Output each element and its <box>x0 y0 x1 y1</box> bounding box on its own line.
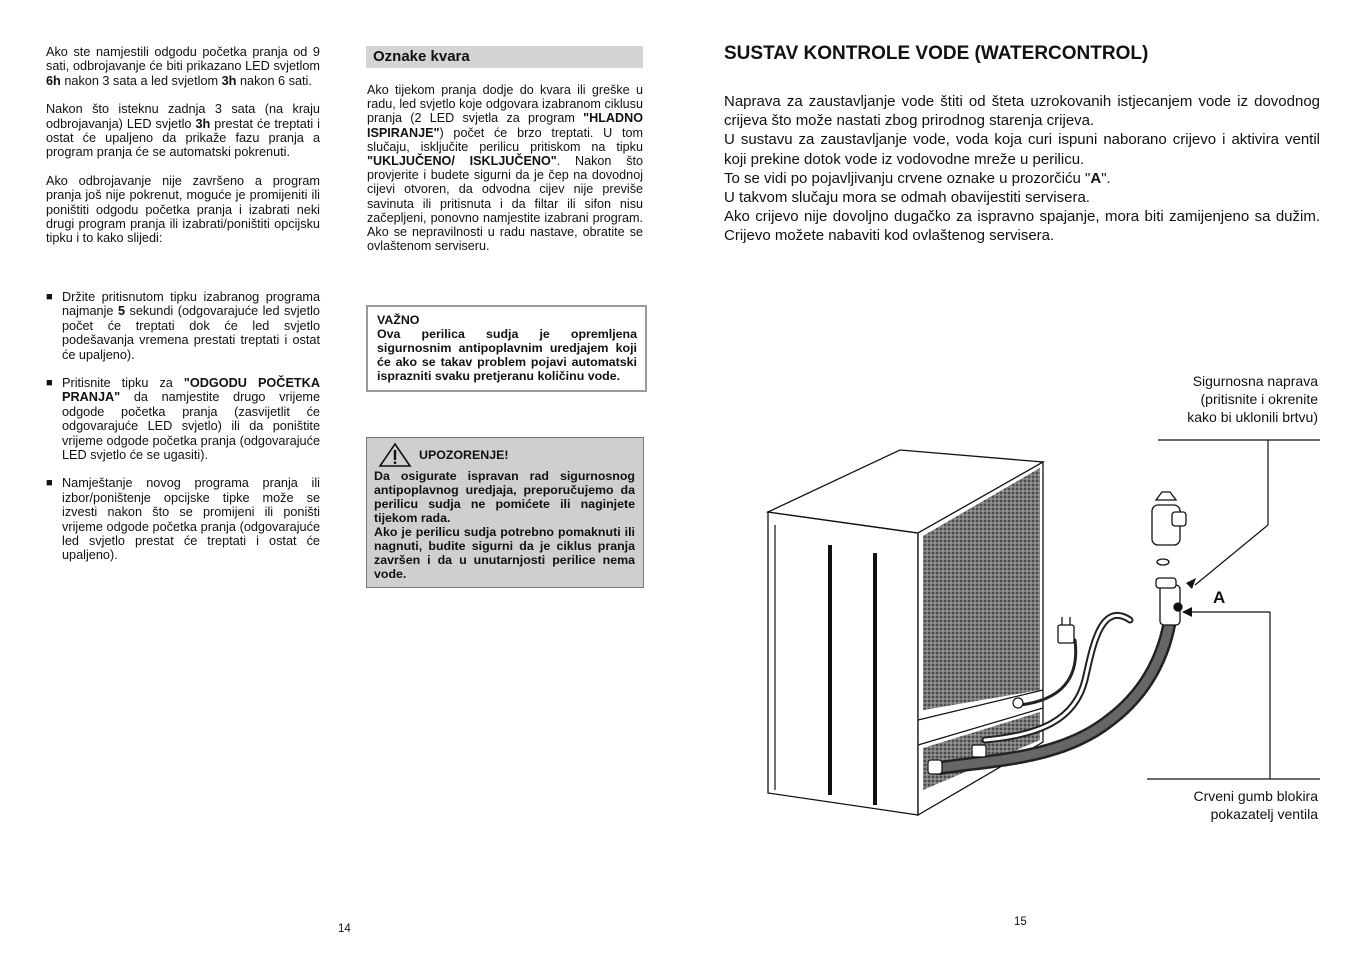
warning-text-2: Ako je perilicu sudja potrebno pomaknuti ili nagnuti, budite sigurni da je ciklus pranja završen i da u unutarnjosti perilice nema vode. <box>374 525 635 581</box>
watercontrol-body: Naprava za zaustavljanje vode štiti od šteta uzrokovanih istjecanjem vode iz dovodnog crijeva što može nastati zbog prirodnog starenja crijeva. U sustavu za zaustavljanje vode, voda koja curi ispuni naborano crijevo i aktivira ventil koji prekine dotok vode iz vodovodne mreže u perilicu. To se vidi po pojavljivanju crvene oznake u prozorčiću "A". U takvom slučaju mora se odmah obavijestiti servisera. Ako crijevo nije dovoljno dugačko za ispravno spajanje, mora biti zamijenjeno sa dužim. Crijevo možete nabaviti kod ovlaštenog servisera. <box>724 93 1320 245</box>
page-title: SUSTAV KONTROLE VODE (WATERCONTROL) <box>724 43 1149 64</box>
left-column <box>46 45 320 577</box>
fault-section-body: Ako tijekom pranja dodje do kvara ili greške u radu, led svjetlo koje odgovara izabranom ciklusu pranja (2 LED svjetla za program "HLADNO ISPIRANJE") počet će brzo treptati. U tom slučaju, isključite perilicu pritiskom na tipku "UKLJUČENO/ ISKLJUČENO". Nakon što provjerite i budete sigurni da je čep na dovodnoj cijevi otvoren, da odvodna cijev nije previše savinuta ili pritisnuta i da filtar ili sifon nisu začepljeni, ponovno namjestite izabrani program. Ako se nepravilnosti u radu nastave, obratite se ovlaštenom serviseru. <box>367 83 643 254</box>
section-heading: Oznake kvara <box>366 46 643 68</box>
right-page <box>724 42 1320 246</box>
warning-notice-box <box>366 437 644 588</box>
warning-text-1: Da osigurate ispravan rad sigurnosnog antipoplavnog uredjaja, preporučujemo da perilicu sudja ne pomićete ili naginjete tijekom rada. <box>374 469 635 525</box>
callout-red-button: Crveni gumb blokira pokazatelj ventila <box>1193 788 1318 822</box>
paragraph-delay-countdown: Ako ste namjestili odgodu početka pranja od 9 sati, odbrojavanje će biti prikazano LED svjetlom 6h nakon 3 sata a led svjetlom 3h nakon 6 sati. <box>46 45 320 88</box>
paragraph-last-hours: Nakon što isteknu zadnja 3 sata (na kraju odbrojavanja) LED svjetlo 3h prestat će treptati i ostat će upaljeno da prikaže fazu pranja a program pranja će se automatski pokrenuti. <box>46 102 320 160</box>
callout-safety-device: Sigurnosna naprava (pritisnite i okrenite kako bi uklonili brtvu) <box>1187 373 1318 425</box>
page-number-right: 15 <box>1014 916 1027 928</box>
important-text: Ova perilica sudja je opremljena sigurnosnim antipoplavnim uredjajem koji će ako se takav problem pojavi automatski isprazniti svaku pretjeranu količinu vode. <box>377 327 637 383</box>
important-title: VAŽNO <box>377 313 420 327</box>
list-item: ■ Držite pritisnutom tipku izabranog programa najmanje 5 sekundi (odgovarajuće led svjetlo počet će treptati dok će led svjetlo podešavanja vremena prestati treptati i ostat će upaljeno). <box>46 289 320 362</box>
page-number-left: 14 <box>338 923 351 935</box>
fault-section <box>366 46 643 253</box>
list-item: ■ Pritisnite tipku za "ODGODU POČETKA PRANJA" da namjestite drugo vrijeme odgode početka pranja (zasvijetlit će odgovarajuće LED svjetlo) ili da poništite vrijeme odgode početka pranja (odgovarajuće LED svjetlo će se ugasiti). <box>46 375 320 462</box>
label-a: A <box>1213 588 1226 607</box>
bullet-square-icon: ■ <box>46 477 53 490</box>
important-notice-box <box>366 305 647 392</box>
warning-title: UPOZORENJE! <box>419 448 509 462</box>
dishwasher-illustration <box>760 430 1330 830</box>
warning-triangle-icon <box>378 442 412 468</box>
bullet-square-icon: ■ <box>46 376 53 389</box>
bullet-square-icon: ■ <box>46 290 53 303</box>
list-item: ■ Namještanje novog programa pranja ili izbor/poništenje opcijske tipke može se izvesti nakon što se promijeni ili poništi vrijeme odgode početka pranja (odgovarajuće led svjetlo prestat će treptati i ostat će upaljeno). <box>46 476 320 563</box>
paragraph-change-delay: Ako odbrojavanje nije završeno a program pranja još nije pokrenut, moguće je promijeniti ili poništiti odgodu početka pranja i izabrati neki drugi program pranja ili izabrati/poništiti opcijsku tipku i to kako slijedi: <box>46 173 320 246</box>
